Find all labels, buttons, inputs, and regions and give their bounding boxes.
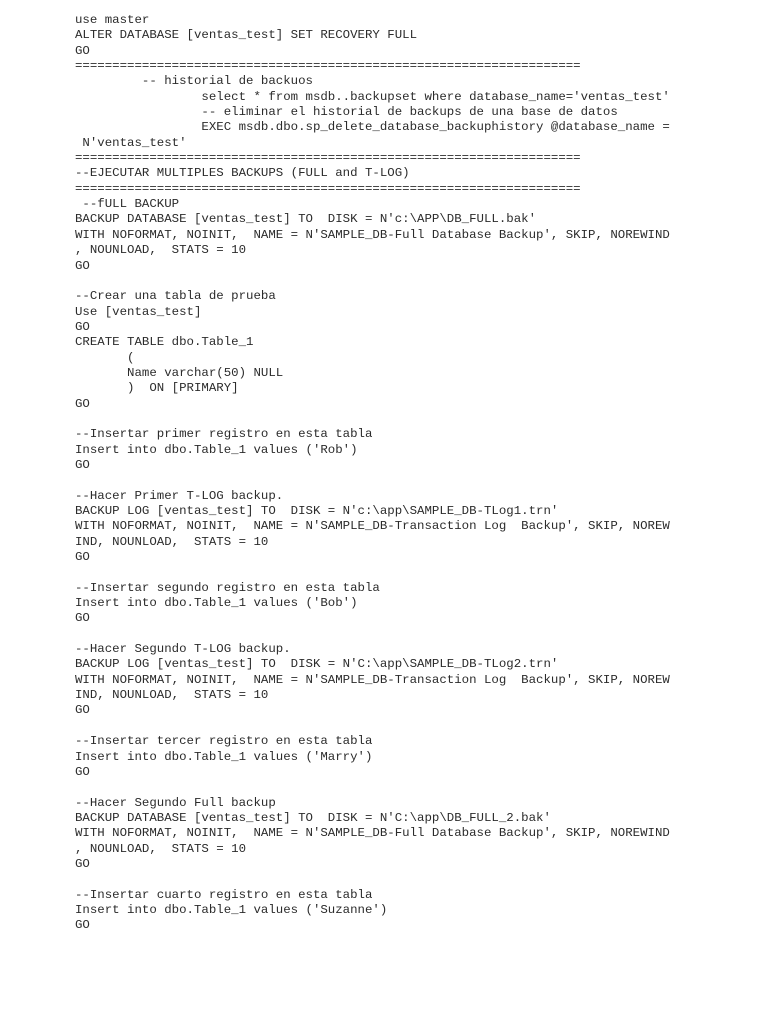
code-line xyxy=(0,780,768,795)
code-line: --Crear una tabla de prueba xyxy=(75,289,276,304)
code-line: Insert into dbo.Table_1 values ('Rob') xyxy=(75,442,358,457)
code-line: BACKUP LOG [ventas_test] TO DISK = N'c:\app\SAMPLE_DB-TLog1.trn' xyxy=(75,504,559,518)
code-line: Name varchar(50) NULL xyxy=(75,365,284,380)
code-line: WITH NOFORMAT, NOINIT, NAME = N'SAMPLE_DB-Full Database Backup', SKIP, NOREWIND xyxy=(75,826,670,841)
code-line xyxy=(0,719,768,734)
code-line: --Hacer Segundo Full backup xyxy=(75,795,276,810)
code-line xyxy=(0,274,768,289)
code-line: ==================================================================== xyxy=(75,151,581,166)
code-line: GO xyxy=(75,918,90,933)
code-line: GO xyxy=(75,856,90,871)
code-line: GO xyxy=(75,396,90,411)
code-line: -- historial de backuos xyxy=(75,74,313,89)
code-line xyxy=(0,412,768,427)
code-line: WITH NOFORMAT, NOINIT, NAME = N'SAMPLE_DB-Transaction Log Backup', SKIP, NOREW xyxy=(75,519,670,534)
code-line: Insert into dbo.Table_1 values ('Suzanne') xyxy=(75,902,388,917)
code-line: EXEC msdb.dbo.sp_delete_database_backuphistory @database_name = xyxy=(75,120,670,135)
code-line: --Hacer Primer T-LOG backup. xyxy=(75,488,284,503)
code-line: BACKUP DATABASE [ventas_test] TO DISK = N'c:\APP\DB_FULL.bak' xyxy=(75,212,537,227)
code-line: BACKUP DATABASE [ventas_test] TO DISK = N'C:\app\DB_FULL_2.bak' xyxy=(75,810,551,825)
code-line: GO xyxy=(75,764,90,779)
code-line: WITH NOFORMAT, NOINIT, NAME = N'SAMPLE_DB-Transaction Log Backup', SKIP, NOREW xyxy=(75,672,670,687)
code-line: --Insertar segundo registro en esta tabla xyxy=(75,580,380,595)
code-line: N'ventas_test' xyxy=(75,135,187,150)
code-line: WITH NOFORMAT, NOINIT, NAME = N'SAMPLE_DB-Full Database Backup', SKIP, NOREWIND xyxy=(75,227,670,242)
code-line: GO xyxy=(75,611,90,626)
code-line: IND, NOUNLOAD, STATS = 10 xyxy=(75,534,269,549)
code-line: use master xyxy=(75,13,150,27)
code-line: , NOUNLOAD, STATS = 10 xyxy=(75,841,247,856)
code-line: --Insertar tercer registro en esta tabla xyxy=(75,734,373,749)
code-line: ALTER DATABASE [ventas_test] SET RECOVERY FULL xyxy=(75,28,418,43)
code-line xyxy=(0,565,768,580)
code-line: BACKUP LOG [ventas_test] TO DISK = N'C:\app\SAMPLE_DB-TLog2.trn' xyxy=(75,657,559,672)
code-line xyxy=(0,872,768,887)
code-line: --EJECUTAR MULTIPLES BACKUPS (FULL and T-LOG) xyxy=(75,166,410,181)
code-line xyxy=(0,627,768,642)
code-line: ) ON [PRIMARY] xyxy=(75,381,239,396)
code-line: GO xyxy=(75,457,90,472)
code-line: ==================================================================== xyxy=(75,59,581,74)
sql-script-text xyxy=(0,13,768,934)
code-line xyxy=(0,473,768,488)
code-line: GO xyxy=(75,550,90,565)
code-line: --Insertar cuarto registro en esta tabla xyxy=(75,887,373,902)
code-line: -- eliminar el historial de backups de una base de datos xyxy=(75,105,618,120)
code-line: ( xyxy=(75,350,135,365)
code-line: , NOUNLOAD, STATS = 10 xyxy=(75,243,247,258)
code-line: GO xyxy=(75,43,90,58)
code-line: IND, NOUNLOAD, STATS = 10 xyxy=(75,688,269,703)
code-line: CREATE TABLE dbo.Table_1 xyxy=(75,335,254,350)
code-line: select * from msdb..backupset where database_name='ventas_test' xyxy=(75,89,670,104)
code-line: --fULL BACKUP xyxy=(75,197,180,212)
code-line: GO xyxy=(75,319,90,334)
code-line: GO xyxy=(75,258,90,273)
code-line: ==================================================================== xyxy=(75,181,581,196)
code-line: Insert into dbo.Table_1 values ('Marry') xyxy=(75,749,373,764)
code-line: --Insertar primer registro en esta tabla xyxy=(75,427,373,442)
code-line: --Hacer Segundo T-LOG backup. xyxy=(75,642,291,657)
code-line: Use [ventas_test] xyxy=(75,304,202,319)
code-line: GO xyxy=(75,703,90,718)
code-line: Insert into dbo.Table_1 values ('Bob') xyxy=(75,596,358,611)
